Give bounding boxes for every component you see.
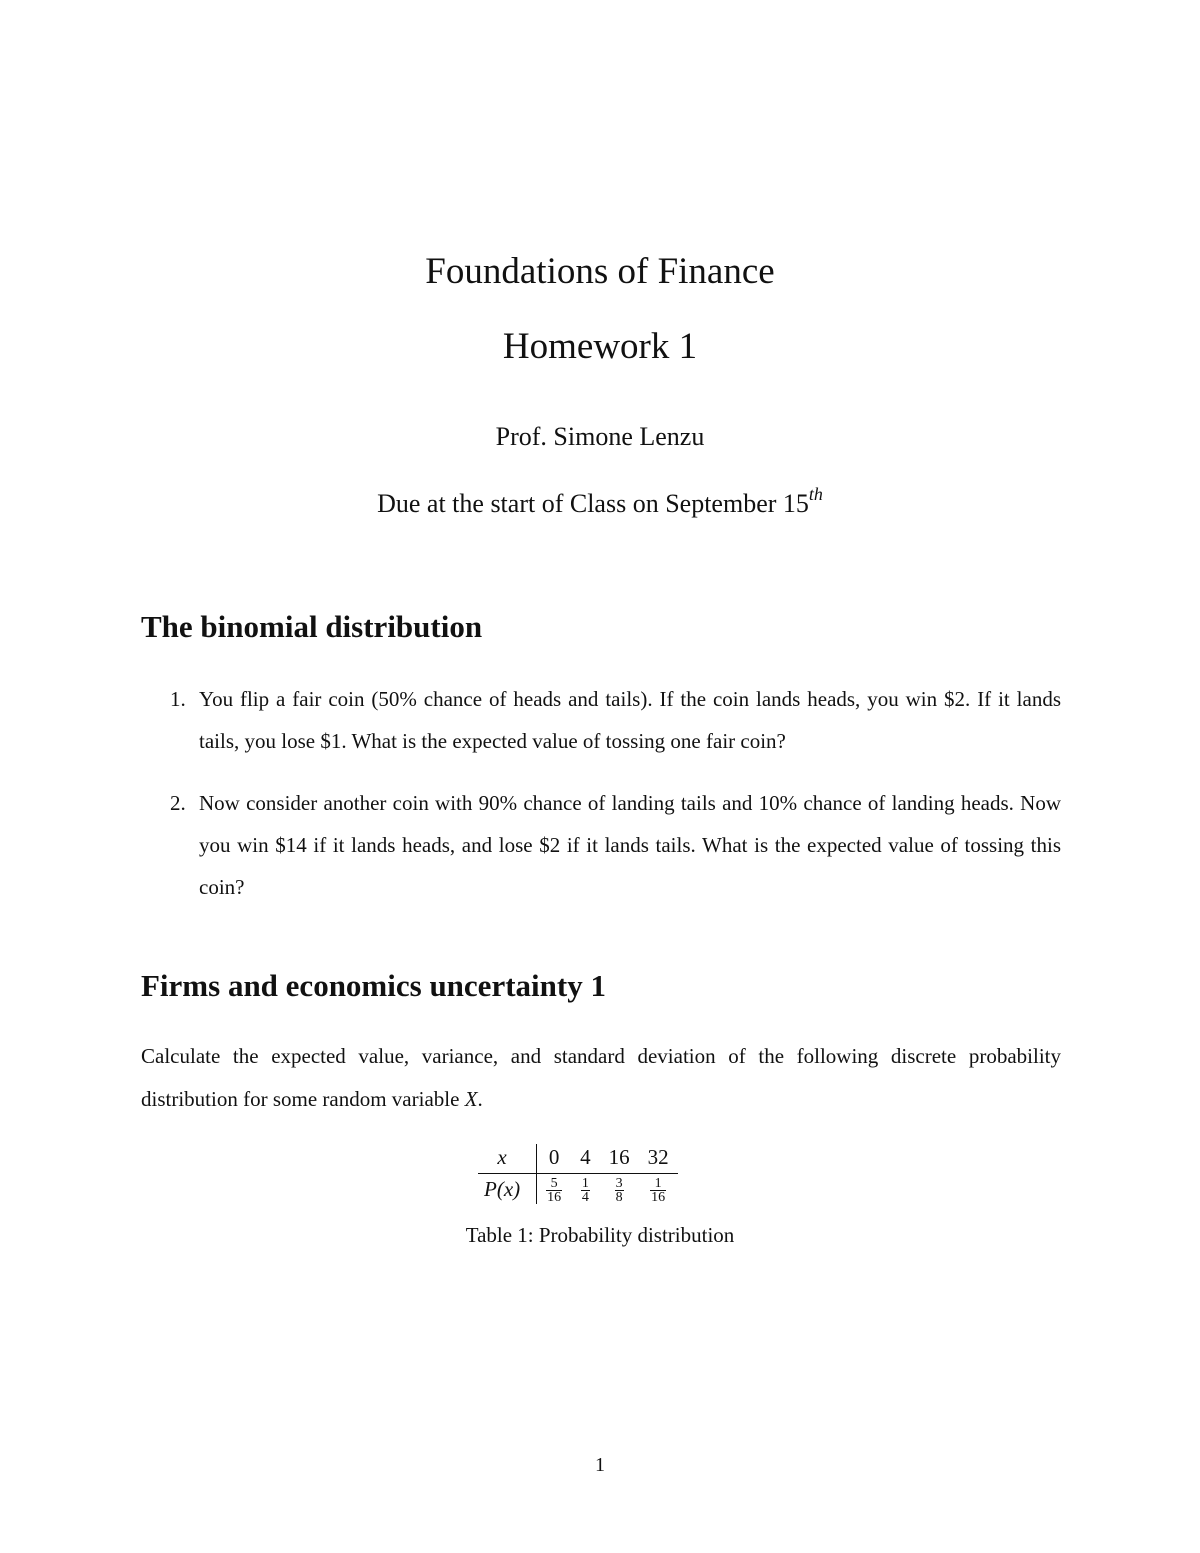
question-list-item [141, 678, 1061, 762]
document-subtitle: Homework 1 [502, 326, 698, 367]
fraction-numerator: 1 [650, 1177, 666, 1191]
table-cell-probability [571, 1174, 600, 1204]
table-cell-x: 16 [600, 1144, 639, 1174]
question-text: You flip a fair coin (50% chance of heads and tails). If the coin lands heads, you win $2. If it lands tails, you lose $1. What is the expected value of tossing one fair coin? [199, 687, 1061, 753]
fraction-denominator: 4 [581, 1189, 589, 1205]
question-list-item [141, 782, 1061, 908]
fraction [581, 1177, 590, 1204]
question-text: Now consider another coin with 90% chance of landing tails and 10% chance of landing heads. Now you win $14 if it lands heads, and lose $2 if it lands tails. What is the expected value of tossing this coin? [199, 791, 1061, 899]
page-number: 1 [595, 1454, 605, 1476]
due-date-superscript: th [808, 484, 823, 504]
table-row-probability [478, 1174, 678, 1204]
fraction [615, 1177, 624, 1204]
due-date-line [0, 484, 1200, 521]
fraction-numerator: 3 [615, 1175, 623, 1191]
row-header-probability: P(x) [478, 1174, 537, 1204]
section-heading-firms: Firms and economics uncertainty 1 [141, 968, 606, 1003]
section-heading-binomial: The binomial distribution [141, 609, 483, 644]
due-date-text: Due at the start of Class on September 15 [377, 489, 809, 518]
row-header-x: x [478, 1144, 537, 1174]
table-cell-probability [537, 1174, 572, 1204]
table-cell-x: 4 [571, 1144, 600, 1174]
question-1 [141, 678, 1061, 762]
table-caption: Table 1: Probability distribution [465, 1223, 735, 1247]
table-row-x [478, 1144, 678, 1174]
intro-end: . [477, 1087, 483, 1111]
random-variable: X [464, 1087, 478, 1111]
fraction-numerator: 1 [581, 1175, 589, 1191]
fraction-denominator: 16 [547, 1189, 562, 1205]
fraction-numerator: 5 [546, 1177, 562, 1191]
document-title: Foundations of Finance [425, 251, 775, 292]
fraction-denominator: 16 [651, 1189, 666, 1205]
question-number: 1. [170, 687, 186, 711]
table-cell-x: 0 [537, 1144, 572, 1174]
question-number: 2. [170, 791, 186, 815]
author-line: Prof. Simone Lenzu [495, 422, 705, 451]
table-cell-x: 32 [639, 1144, 678, 1174]
fraction-denominator: 8 [615, 1189, 623, 1205]
table-cell-probability [639, 1174, 678, 1204]
probability-table [478, 1144, 678, 1204]
fraction [650, 1177, 666, 1204]
fraction [546, 1177, 562, 1204]
table-cell-probability [600, 1174, 639, 1204]
question-2 [141, 782, 1061, 908]
section-intro-paragraph [141, 1035, 1061, 1121]
intro-text: Calculate the expected value, variance, and standard deviation of the following discrete probability distribution for some random variable [141, 1044, 1061, 1111]
